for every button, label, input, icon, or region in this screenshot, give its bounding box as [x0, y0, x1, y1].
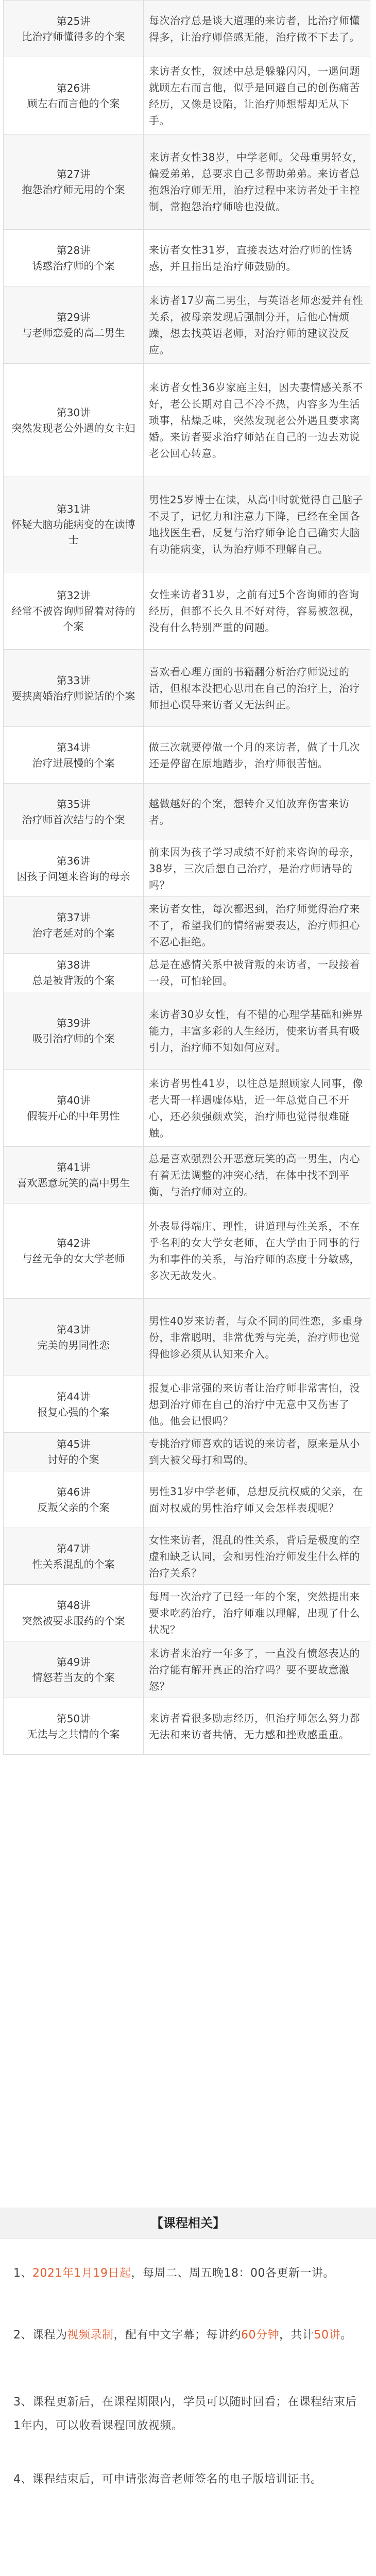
lecture-row [4, 1204, 370, 1299]
lecture-row [4, 477, 370, 572]
lecture-description: 女性来访者，混乱的性关系，背后是极度的空虚和缺乏认同，会和男性治疗师发生什么样的治疗关系？ [144, 1528, 370, 1585]
lecture-title-cell [4, 572, 144, 650]
lecture-number: 第43讲 [56, 1323, 91, 1336]
lecture-row [4, 1471, 370, 1528]
lecture-description: 前来因为孩子学习成绩不好前来咨询的母亲，38岁，三次后想自己治疗，是治疗师请导的吗？ [144, 840, 370, 897]
lecture-row [4, 1, 370, 57]
lecture-row [4, 57, 370, 134]
lecture-title-cell [4, 784, 144, 840]
lecture-title: 突然被要求服药的个案 [22, 1614, 125, 1627]
course-info-item-3 [13, 2391, 364, 2438]
lecture-description: 男性25岁博士在读，从高中时就觉得自己脑子不灵了，记忆力和注意力下降，已经在全国各地找医生看，反复与治疗师争论自己确实大脑有功能病变，认为治疗师不理解自己。 [144, 477, 370, 572]
lecture-title-cell [4, 1204, 144, 1299]
course-info-item-1 [13, 2262, 364, 2285]
lecture-title-cell [4, 1376, 144, 1433]
lecture-title-cell [4, 1528, 144, 1585]
lecture-title-cell [4, 1299, 144, 1376]
lecture-table-body [4, 1, 370, 1755]
lecture-title: 比治疗师懂得多的个案 [22, 30, 125, 43]
lecture-number: 第35讲 [56, 798, 91, 810]
course-info-2-prefix: 2、课程为 [13, 2329, 67, 2342]
lecture-title-cell [4, 1585, 144, 1641]
lecture-description: 来访者看很多励志经历，但治疗师怎么努力都无法和来访者共情，无力感和挫败感重重。 [144, 1698, 370, 1755]
lecture-number: 第26讲 [56, 81, 91, 94]
lecture-row [4, 230, 370, 286]
lecture-description: 总是在感情关系中被背叛的来访者，一段接着一段，可怕轮回。 [144, 954, 370, 992]
lecture-row [4, 1433, 370, 1471]
course-info-2-format: 视频录制 [67, 2329, 114, 2342]
lecture-title: 情怒若当友的个案 [32, 1671, 115, 1684]
lecture-row [4, 1299, 370, 1376]
lecture-title-cell [4, 840, 144, 897]
course-info-2-count: 50讲 [314, 2329, 341, 2342]
lecture-description: 女性来访者31岁，之前有过5个咨询师的咨询经历，但都不长久且不好对待，容易被忽视，没有什么特别严重的问题。 [144, 572, 370, 650]
lecture-title: 因孩子问题来咨询的母亲 [16, 870, 130, 883]
lecture-title-cell [4, 1433, 144, 1471]
lecture-title-cell [4, 1471, 144, 1528]
lecture-number: 第38讲 [56, 959, 91, 971]
lecture-row [4, 1585, 370, 1641]
lecture-row [4, 572, 370, 650]
lecture-number: 第41讲 [56, 1161, 91, 1174]
lecture-title-cell [4, 1, 144, 57]
lecture-row [4, 992, 370, 1070]
lecture-title-cell [4, 897, 144, 954]
lecture-row [4, 1070, 370, 1147]
lecture-row [4, 1641, 370, 1698]
lecture-number: 第28讲 [56, 244, 91, 257]
lecture-number: 第25讲 [56, 14, 91, 27]
lecture-row [4, 1698, 370, 1755]
lecture-title-cell [4, 477, 144, 572]
course-info-item-2 [13, 2324, 364, 2347]
lecture-title-cell [4, 1641, 144, 1698]
course-info-2-rest: ，共计 [279, 2329, 314, 2342]
course-info-1-date: 2021年1月19日起 [32, 2267, 131, 2280]
lecture-row [4, 650, 370, 727]
lecture-title-cell [4, 134, 144, 230]
lecture-title: 总是被背叛的个案 [32, 974, 115, 987]
lecture-number: 第46讲 [56, 1485, 91, 1498]
course-info-2-mid: ，配有中文字幕；每讲约 [113, 2329, 242, 2342]
lecture-number: 第32讲 [56, 589, 91, 602]
course-info-3-text: 3、课程更新后，在课程期限内，学员可以随时回看；在课程结束后1年内，可以收看课程回放视频。 [13, 2396, 357, 2432]
lecture-description: 越做越好的个案，想转介又怕放弃伤害来访者。 [144, 784, 370, 840]
lecture-number: 第50讲 [56, 1712, 91, 1725]
lecture-title: 报复心强的个案 [37, 1405, 110, 1418]
lecture-title: 怀疑大脑功能病变的在读博士 [11, 518, 135, 546]
lecture-description: 来访者30岁女性，有不错的心理学基础和辨界能力，丰富多彩的人生经历，使来访者具有吸引力，治疗师不知如何应对。 [144, 992, 370, 1070]
lecture-title: 无法与之共情的个案 [27, 1727, 120, 1740]
course-section-header: 【课程相关】 [0, 2208, 376, 2239]
lecture-number: 第29讲 [56, 311, 91, 324]
lecture-title: 与老师恋爱的高二男生 [22, 326, 125, 339]
lecture-number: 第27讲 [56, 168, 91, 180]
lecture-title-cell [4, 230, 144, 286]
lecture-title-cell [4, 364, 144, 477]
lecture-description: 来访者女性31岁，直接表达对治疗师的性诱惑，并且指出是治疗师鼓励的。 [144, 230, 370, 286]
lecture-description: 来访者17岁高二男生，与英语老师恋爱并有性关系，被母亲发现后强制分开，后他心情烦躁，想去找英语老师，对治疗师的建议没反应。 [144, 286, 370, 364]
lecture-description: 报复心非常强的来访者让治疗师非常害怕，没想到治疗师在自己的治疗中无意中又伤害了他。他会记恨吗？ [144, 1376, 370, 1433]
lecture-title-cell [4, 1147, 144, 1204]
lecture-title: 完美的男同性恋 [37, 1338, 110, 1351]
lecture-row [4, 1528, 370, 1585]
lecture-title: 治疗师首次结与的个案 [22, 813, 125, 826]
lecture-title: 治疗进展慢的个案 [32, 756, 115, 769]
lecture-title-cell [4, 286, 144, 364]
lecture-title: 吸引治疗师的个案 [32, 1032, 115, 1045]
lecture-title-cell [4, 727, 144, 784]
lecture-description: 来访者女性，叙述中总是躲躲闪闪，一遇问题就顾左右而言他，似乎是回避自己的创伤痛苦经历，又像是设陷，让治疗师想帮却无从下手。 [144, 57, 370, 134]
lecture-description: 每次治疗总是谈大道理的来访者，比治疗师懂得多，让治疗师倍感无能，治疗做不下去了。 [144, 1, 370, 57]
lecture-number: 第49讲 [56, 1655, 91, 1668]
lecture-description: 来访者女性38岁，中学老师。父母重男轻女，偏爱弟弟，总要求自己多帮助弟弟。来访者总抱怨治疗师无用，治疗过程中来访者处于主控制，常抱怨治疗师啥也没做。 [144, 134, 370, 230]
lecture-row [4, 1147, 370, 1204]
lecture-number: 第34讲 [56, 741, 91, 754]
lecture-title: 喜欢恶意玩笑的高中男生 [16, 1176, 130, 1189]
lecture-description: 来访者女性，每次都迟到，治疗师觉得治疗来不了，希望我们的情绪需要表达，治疗师担心不忍心拒绝。 [144, 897, 370, 954]
lecture-description: 专挑治疗师喜欢的话说的来访者，原来是从小到大被父母打和骂的。 [144, 1433, 370, 1471]
lecture-number: 第37讲 [56, 911, 91, 924]
lecture-number: 第39讲 [56, 1016, 91, 1029]
lecture-title: 性关系混乱的个案 [32, 1557, 115, 1570]
lecture-description: 做三次就要停做一个月的来访者，做了十几次还是停留在原地踏步，治疗师很苦恼。 [144, 727, 370, 784]
lecture-row [4, 897, 370, 954]
lecture-description: 总是喜欢强烈公开恶意玩笑的高一男生，内心有着无法调整的冲突心结，在体中找不到平衡，与治疗师对立的。 [144, 1147, 370, 1204]
lecture-title: 经常不被咨询师留着对待的个案 [11, 604, 135, 633]
lecture-description: 喜欢看心理方面的书籍翻分析治疗师说过的话，但根本没把心思用在自己的治疗上，治疗师担心误导来访者又无法纠正。 [144, 650, 370, 727]
course-info-1-rest: ，每周二、周五晚18：00各更新一讲。 [131, 2267, 335, 2280]
lecture-description: 来访者男性41岁，以往总是照顾家人同事，像老大哥一样遇嘘体贴，近一年总觉自己不开心，还必须强颜欢笑，治疗师也觉得很难碰触。 [144, 1070, 370, 1147]
lecture-description: 外表显得端庄、理性，讲道理与性关系，不在乎名利的女大学女老师，在大学由于同事的行为和事件的关系，与治疗师的态度十分敏感，多次无故发火。 [144, 1204, 370, 1299]
lecture-row [4, 840, 370, 897]
lecture-description: 男性31岁中学老师，总想反抗权威的父亲，在面对权威的男性治疗师又会怎样表现呢？ [144, 1471, 370, 1528]
lecture-number: 第30讲 [56, 406, 91, 419]
lecture-title-cell [4, 57, 144, 134]
lecture-description: 来访者女性36岁家庭主妇，因夫妻情感关系不好，老公长期对自己不冷不热，内容多为生活琐事，枯燥乏味，突然发现老公外遇且要求离婚。来访者要求治疗师站在自己的一边去劝说老公回心转意。 [144, 364, 370, 477]
lecture-number: 第44讲 [56, 1390, 91, 1403]
lecture-table [3, 0, 370, 1755]
lecture-row [4, 134, 370, 230]
lecture-title: 要挟离婚治疗师说话的个案 [11, 689, 135, 702]
lecture-description: 男性40岁来访者，与众不同的同性恋，多重身份，非常聪明，非常优秀与完美，治疗师也觉得他诊必须从认知来介入。 [144, 1299, 370, 1376]
lecture-title: 诱惑治疗师的个案 [32, 259, 115, 272]
lecture-title-cell [4, 992, 144, 1070]
lecture-number: 第48讲 [56, 1599, 91, 1612]
lecture-number: 第36讲 [56, 854, 91, 867]
lecture-row [4, 1376, 370, 1433]
lecture-row [4, 286, 370, 364]
lecture-row [4, 954, 370, 992]
lecture-number: 第42讲 [56, 1237, 91, 1249]
lecture-title-cell [4, 1698, 144, 1755]
lecture-title-cell [4, 650, 144, 727]
lecture-description: 每周一次治疗了已经一年的个案，突然提出来要求吃药治疗，治疗师难以理解，出现了什么状况？ [144, 1585, 370, 1641]
lecture-title: 讨好的个案 [47, 1453, 99, 1466]
lecture-title: 抱怨治疗师无用的个案 [22, 183, 125, 196]
lecture-title-cell [4, 1070, 144, 1147]
lecture-number: 第31讲 [56, 503, 91, 515]
course-info-1-prefix: 1、 [13, 2267, 32, 2280]
lecture-title: 假装开心的中年男性 [27, 1109, 120, 1122]
lecture-title: 顾左右而言他的个案 [27, 97, 120, 110]
course-info-2-end: 。 [340, 2329, 352, 2342]
lecture-number: 第45讲 [56, 1438, 91, 1450]
lecture-title: 反叛父亲的个案 [37, 1501, 110, 1514]
lecture-title: 与丝无争的女大学老师 [22, 1252, 125, 1265]
lecture-title: 突然发现老公外遇的女主妇 [11, 421, 135, 434]
lecture-number: 第47讲 [56, 1542, 91, 1555]
lecture-title-cell [4, 954, 144, 992]
lecture-number: 第33讲 [56, 674, 91, 687]
course-info-4-text: 4、课程结束后，可申请张海音老师签名的电子版培训证书。 [13, 2473, 322, 2486]
lecture-description: 来访者来治疗一年多了，一直没有愤怒表达的治疗能有解开真正的治疗吗？要不要故意激怒？ [144, 1641, 370, 1698]
lecture-number: 第40讲 [56, 1094, 91, 1107]
course-info-item-4 [13, 2468, 364, 2492]
lecture-title: 治疗老延对的个案 [32, 926, 115, 939]
course-info-2-duration: 60分钟 [241, 2329, 280, 2342]
lecture-row [4, 784, 370, 840]
lecture-row [4, 727, 370, 784]
lecture-row [4, 364, 370, 477]
